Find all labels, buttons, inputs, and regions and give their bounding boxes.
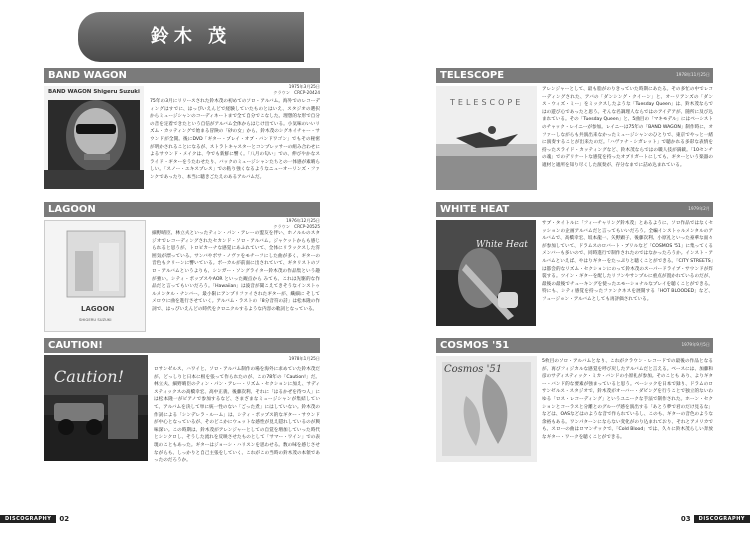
album-review-white-heat: サブ・タイトルに「フィーチャリング鈴木茂」とあるように、ソロ作品ではなくセッションの企画アルバムだと言ってもいいだろう。全編インストゥルメンタルのアルバムで、高橋幸宏、坂本龍一、矢野顕子、後藤次利、小原礼といった豪華な面々が参加していて、ドラムスのロバート・ブリルなど「COSMOS '51」に集ってくるメンバーも多いので、同時進行で制作されたのではなかったろうか。インスト・アルバムといえば、やはりギターをたっぷりと聴くことができる。「CITY STREETS」は都会的なリズム・セクションにのって鈴木茂のスーパードライブ・サウンドが炸裂する。ツイン・ギターを配したリフンやサンプルに重点が置かれているのだが、最後の最後でチューキングを使ったエモーショナルなプレイを聴くことができる。特にも、シティ感覚を持ったファンクネスを展開する「HOT BLOODED」など、フュージョン・アルバムとしても再評価されている。 bbox=[542, 221, 713, 302]
album-review-telescope: アレンジャーとして、最も脂がのりきっていた時期にあたる。その多忙の中でレコーディングされた、アバの「ダンシング・クイーン」と、オーリアンズの「ダンス・ウィズ・ミー」をミックスしたような「Tuesday Queen」は、鈴木茂ならではの遊び心であったと思う。そんな名調理人ならではのアイデアが、随所に及び込まれている。その「Tuesday Queen」と、5曲目の「マキモデル」にはベーシストのチャック・レイニーが参加。レイニーは75年の「BAND WAGON」制作時に、オファーしながらも共演出来なかったミュージシャンのひとりで、東京でやっと一緒に演奏することが出来たのだ。「ハヴァナ・シガレット」で聴かれる多彩な表情を持ったスライド・カッティングなど、鈴木茂ならではの職人技が満載。「10センチの魂」でのデリケートな感覚を持ったオブリガートにしても、ギターという楽器の適材と適所を知り尽くした演奏が、存分なまでに詰め込まれている。 bbox=[542, 87, 713, 168]
album-meta-caution bbox=[228, 356, 320, 362]
album-title-band-wagon: BAND WAGON bbox=[44, 68, 320, 83]
jacket-subcaption: SHIGERU SUZUKI bbox=[79, 317, 112, 322]
album-jacket-telescope bbox=[436, 86, 537, 190]
album-jacket-white-heat bbox=[436, 220, 536, 326]
album-label-code: クラウン CRCP-20424 bbox=[273, 90, 320, 95]
jacket-caption: LAGOON bbox=[81, 305, 115, 313]
album-review-caution: ロサンゼルス、ハワイと、ソロ・アルバム制作の場を海外に求めていた鈴木茂だが、どっしりと日本に根を張って作られたのが、この78年の「Caution!」だ。林立夫、細野晴臣のティン・パン・アレー・リズム・セクションに加え、サディスティックスの高橋幸宏、高中正義、後藤次利、それに「はるかぜを待つ人」には松本隆一がピアノで参加するなど、さまざまなミュージシャンが集結していて、アルバムを決して単に統一性のない「ごった煮」にはしていない。鈴木茂の作詞による「シンデレラ・ルーム」は、シティ・ポップス的なギター・サウンドが中心となっているが、そのどこかにウェットな感性が見え隠れしているのが興味深い。この時期は、鈴木茂がアレンジャーとしての自覚を増加していった時代とシンクロし、そうした流れを反映させたものとして「サマー・ワイン」での表現のこともあった。ギターはジョーシ・ハリスンを思わせる。数の味を感じさせながらも、しっかりと自己主張をしていく、これがこの当時の鈴木茂の本領であったのだろうか。 bbox=[154, 367, 320, 464]
album-title-caution: CAUTION! bbox=[44, 338, 320, 353]
album-date: 1976年12月25日 bbox=[286, 218, 320, 223]
album-meta-telescope bbox=[620, 72, 710, 78]
jacket-caption: Cosmos '51 bbox=[444, 364, 503, 375]
album-title-white-heat: WHITE HEAT bbox=[436, 202, 713, 217]
album-title-telescope: TELESCOPE bbox=[436, 68, 713, 83]
footer-left bbox=[0, 514, 72, 524]
page-number: 03 bbox=[680, 515, 691, 523]
album-meta-cosmos-51 bbox=[620, 342, 710, 348]
album-review-band-wagon: 75年の3月にリリースされた鈴木茂の初めてのソロ・アルバム。海外でのレコーディングはすでに、はっぴいえんどで経験していたものとはいえ、スタジオの選択からミュージシャンのコーディネートまで全て自分でこなした。理想的な形で自分の音を定着できたという自信がアルバム全体からはじけ出ている。小気味のいいリズム・カッティングで始まる冒険の「砂の女」から、鈴木茂のシグネイチャー・サウンドが全開。後にDVD「ギター・プレイ・オブ・バンドワゴン」でもその秘密が明かされることになるが、ストラトキャスターとコンプレッサーの組み合わせによるサウンド・メイクは、今でも新鮮に響く。「八月の匂い」での、伸びやかなスライド・ギターをうたわせたり、バックのミュージシャンたちとの一体感が素晴らしい。「スノー・エキスプレス」での粘り強くなるようなニューオーリンズ・ファンクであったり、本当に聴きごたえのあるアルバムだ。 bbox=[150, 99, 320, 180]
album-jacket-caution bbox=[44, 355, 148, 461]
page-title-tab bbox=[78, 12, 304, 62]
album-title-cosmos-51: COSMOS '51 bbox=[436, 338, 713, 353]
album-jacket-band-wagon bbox=[44, 86, 144, 189]
jacket-caption: BAND WAGON Shigeru Suzuki bbox=[48, 89, 140, 95]
album-date: 1975年3月25日 bbox=[288, 84, 320, 89]
page-title: 鈴木 茂 bbox=[150, 26, 232, 47]
album-date: 1978年11月25日 bbox=[676, 72, 710, 77]
album-review-cosmos-51: 5枚目のソロ・アルバムとなり、これがクラウン・レコードでの最後の作品となるが、再びフィジカルな感覚を呼び戻したアルバムだと言える。ベースには、加藤和彦のサディスティック・ミカ・バンドの小原礼が参加。そのことも あり、よりギター・バンド的な要素が強まっていると思う。ベーシックを日本で録り、ドラムのロサンゼルス・スタジオで、鈴木茂がオーバー・ダビングを行うことで独立的ないわゆる「ロス・レコーディング」というユニークな手法で制作された。ホーン・セクションとコーラスと分離とのグルーヴ感を演出する「あとう夢で君のだけ見るな」などは、OASなどはのような音で作られているし、このも、ギターの音色のような余裕もある。ワンパターンにならない変化がのり込まれており、それとアメリカでも、スローの曲はロマンチックで、「Cold Blood」では、久々に鈴木茂らしい奔放なギター・ワークを聴くことができる。 bbox=[542, 359, 713, 440]
album-meta-band-wagon bbox=[228, 84, 320, 96]
album-date: 1979年9月5日 bbox=[681, 342, 710, 347]
jacket-caption: Caution! bbox=[54, 367, 124, 386]
footer-section-label: DISCOGRAPHY bbox=[0, 515, 56, 523]
jacket-caption: TELESCOPE bbox=[450, 98, 524, 107]
album-date: 1979年2月 bbox=[688, 206, 710, 211]
album-jacket-lagoon bbox=[44, 220, 146, 332]
album-date: 1978年1月25日 bbox=[288, 356, 320, 361]
page-number: 02 bbox=[59, 515, 70, 523]
album-meta-lagoon bbox=[228, 218, 320, 230]
album-review-lagoon: 細野晴臣、林立夫といったティン・パン・アレーの盟友を伴い、ホノルルのスタジオでレコーディングされたセカンド・ソロ・アルバム。ジャケットからも感じられると思うが、トロピカーナな感覚にあふれていて、全体にリラックスした雰囲気が漂っている。サンバやボサ・ノヴァをモチーフにした曲が多く、ギターの音色もクリーンに響いている。ボーカルが前面に出されていて、ギタリストのソロ・アルバムというよりも、シンガー・ソングライター鈴木茂の作品集という趣が強い。シティ・ポップスやAOR といった観点から みても、これは先駆的な作品だと言ってもいいだろう。「Hawaiian」は波音が聞こえてきそうなインストゥルメンタル・ナンバー。最小限にアンプリファイされたギターが、繊細に そしてメロウに曲を進行させていく。アルバム・ラストの「8分音符の詩」は松本隆の作詞で、はっぴいえんどの時代をクロニクルするような内容の歌詞となっている。 bbox=[152, 231, 320, 312]
album-meta-white-heat bbox=[620, 206, 710, 212]
album-jacket-cosmos-51 bbox=[436, 356, 537, 462]
album-label-code: クラウン CRCP-20525 bbox=[273, 224, 320, 229]
jacket-caption: White Heat bbox=[476, 240, 528, 250]
footer-right bbox=[678, 514, 750, 524]
album-title-lagoon: LAGOON bbox=[44, 202, 320, 217]
footer-section-label: DISCOGRAPHY bbox=[694, 515, 750, 523]
